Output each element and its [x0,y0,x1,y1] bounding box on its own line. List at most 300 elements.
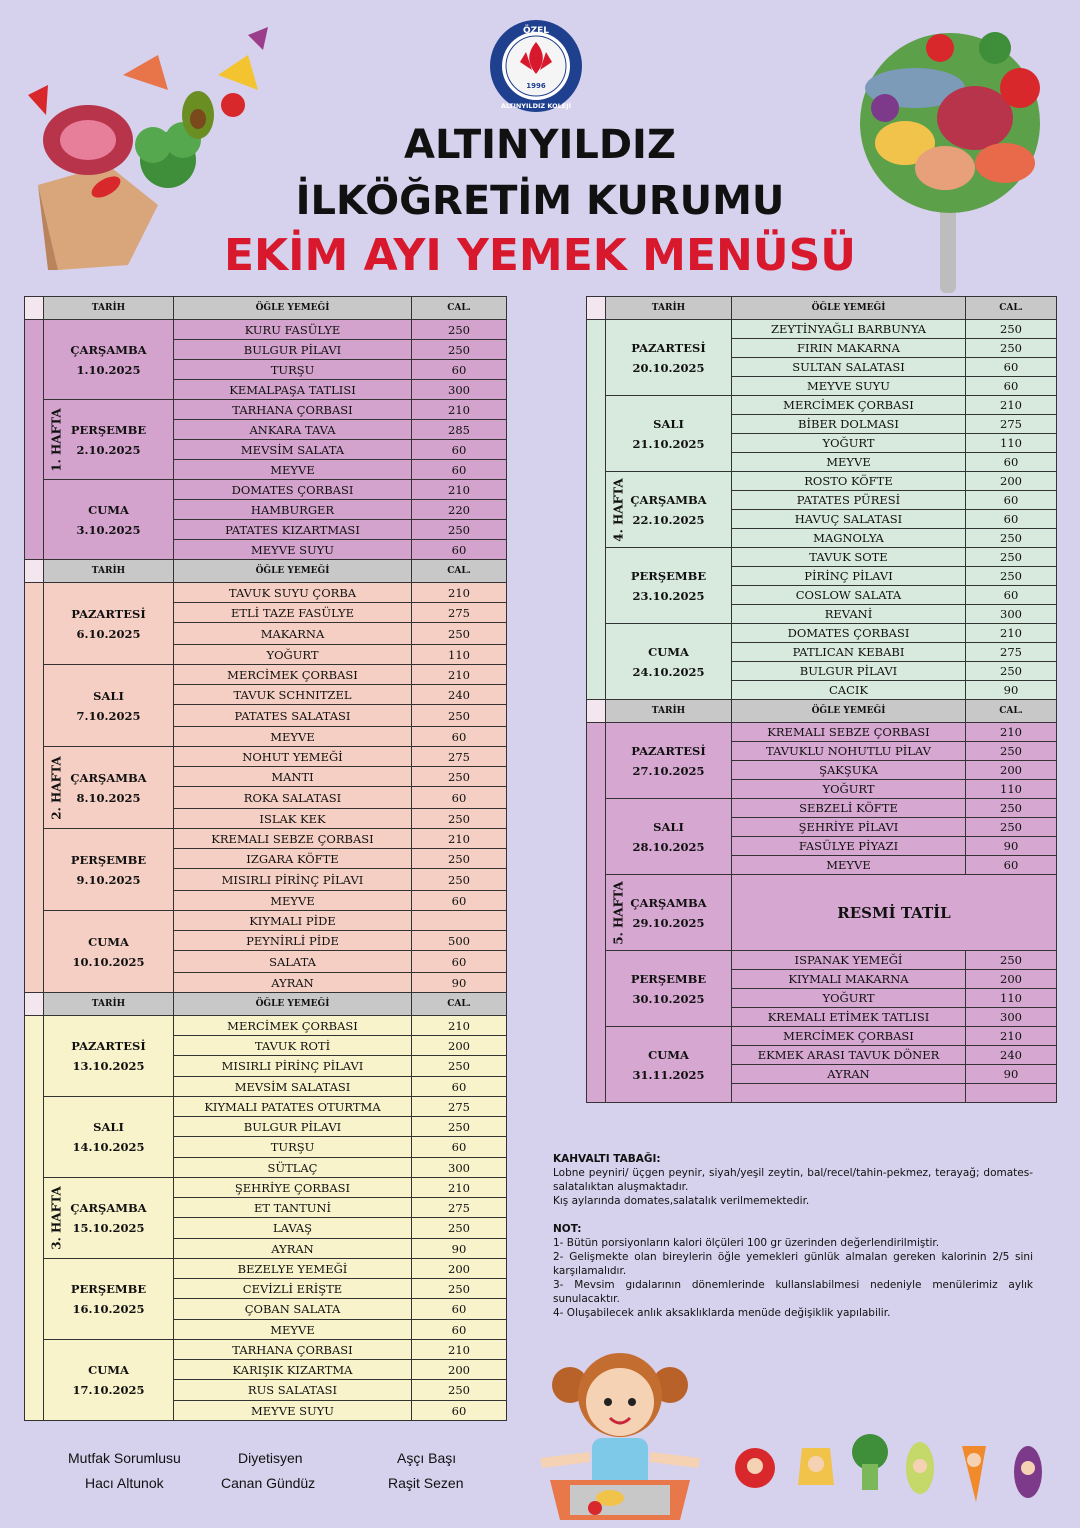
calorie-value: 250 [412,869,507,891]
breakfast-text: Lobne peyniri/ üçgen peynir, siyah/yeşil zeytin, bal/recel/tahin-pekmez, terayağ; domates-salatalıktan aluşmaktadır. [553,1167,1033,1193]
signature-name-chef: Raşit Sezen [388,1475,464,1491]
calorie-value: 60 [966,510,1057,529]
day-date: 31.11.2025 [632,1067,705,1082]
calorie-value: 60 [412,540,507,560]
food-item: MEVSİM SALATA [174,440,412,460]
week-label [25,320,64,560]
calorie-value: 210 [412,1340,507,1360]
calorie-value: 200 [412,1036,507,1056]
calorie-value: 60 [412,1401,507,1421]
calorie-value: 90 [412,1239,507,1259]
food-item: MISIRLI PİRİNÇ PİLAVI [174,869,412,891]
food-item: CACIK [732,681,966,700]
week-label-text: 3. HAFTA [49,1186,64,1250]
header-date: TARİH [606,297,732,320]
calorie-value: 90 [412,973,507,993]
breakfast-text-2: Kış aylarında domates,salatalık verilmemektedir. [553,1195,810,1207]
day-cell [606,624,732,700]
food-item: KARIŞIK KIZARTMA [174,1360,412,1380]
day-name: ÇARŞAMBA [630,895,707,910]
food-item: KIYMALI PİDE [174,911,412,931]
calorie-value: 60 [412,787,507,809]
week-label [25,1016,64,1421]
food-item: TURŞU [174,360,412,380]
food-item: MISIRLI PİRİNÇ PİLAVI [174,1056,412,1077]
table-row [587,396,1057,415]
girl-tray-illustration [530,1340,710,1525]
food-item: MEYVE SUYU [174,1401,412,1421]
right-menu-table [586,296,1057,1103]
table-row [25,1259,507,1279]
food-item: KEMALPAŞA TATLISI [174,380,412,400]
header-row [587,700,1057,723]
signature-name-dietitian: Canan Gündüz [221,1475,316,1491]
table-row [587,320,1057,339]
day-date: 27.10.2025 [632,763,705,778]
day-date: 17.10.2025 [72,1383,145,1397]
calorie-value: 210 [966,396,1057,415]
food-item: YOĞURT [732,989,966,1008]
food-item: ANKARA TAVA [174,420,412,440]
day-date: 22.10.2025 [632,512,705,527]
food-item: EKMEK ARASI TAVUK DÖNER [732,1046,966,1065]
note-title: NOT: [553,1223,582,1235]
food-item: PATLICAN KEBABI [732,643,966,662]
left-menu-table [24,296,507,1421]
note-3: 3- Mevsim gıdalarının dönemlerinde kullanslabilmesi nedeniyle menülerimiz aylık sunulacaktır. [553,1279,1033,1305]
calorie-value: 60 [412,951,507,973]
table-row [25,829,507,849]
food-item: MEYVE SUYU [174,540,412,560]
day-name: ÇARŞAMBA [630,492,707,507]
title-line-1: ALTINYILDIZ [404,122,676,168]
calorie-value: 275 [412,603,507,623]
calorie-value: 250 [412,1218,507,1239]
food-item: SALATA [174,951,412,973]
day-date: 28.10.2025 [632,839,705,854]
food-item: ZEYTİNYAĞLI BARBUNYA [732,320,966,339]
food-item: SULTAN SALATASI [732,358,966,377]
calorie-value: 250 [966,818,1057,837]
calorie-value: 250 [412,1117,507,1137]
calorie-value: 250 [966,567,1057,586]
calorie-value: 250 [966,320,1057,339]
food-item: TAVUK ROTİ [174,1036,412,1056]
food-item: MEYVE [732,856,966,875]
food-item: CEVİZLİ ERİŞTE [174,1279,412,1299]
calorie-value: 200 [412,1259,507,1279]
signature-role-chef: Aşçı Başı [397,1450,457,1466]
header-date: TARİH [44,560,174,583]
day-cell [606,396,732,472]
food-bag-illustration [18,15,278,275]
header-date: TARİH [44,297,174,320]
week-label-text: 2. HAFTA [49,755,64,820]
food-item: PATATES PÜRESİ [732,491,966,510]
day-date: 20.10.2025 [632,360,705,375]
food-item: MEVSİM SALATASI [174,1077,412,1097]
food-item: ROSTO KÖFTE [732,472,966,491]
header-date: TARİH [606,700,732,723]
calorie-value: 60 [412,1299,507,1320]
day-date: 13.10.2025 [72,1059,145,1073]
day-name: PERŞEMBE [70,422,147,437]
table-row [25,583,507,603]
food-item: IZGARA KÖFTE [174,849,412,869]
signature-name-kitchen: Hacı Altunok [85,1475,164,1491]
header-row [587,297,1057,320]
header-cal: CAL. [412,993,507,1016]
table-row [25,400,507,420]
header-week-cell [587,297,606,320]
header-cal: CAL. [412,297,507,320]
food-item: TARHANA ÇORBASI [174,1340,412,1360]
calorie-value: 250 [412,1279,507,1299]
calorie-value: 110 [412,645,507,665]
calorie-value: 60 [412,440,507,460]
day-date: 9.10.2025 [76,872,141,887]
table-row [25,320,507,340]
day-name: CUMA [88,502,129,517]
calorie-value: 250 [412,520,507,540]
day-date: 14.10.2025 [72,1140,145,1154]
calorie-value: 200 [966,970,1057,989]
day-date: 24.10.2025 [632,664,705,679]
food-item: AYRAN [174,1239,412,1259]
food-item: ISPANAK YEMEĞİ [732,951,966,970]
table-row [587,951,1057,970]
table-row [587,472,1057,491]
food-item: PİRİNÇ PİLAVI [732,567,966,586]
header-cal: CAL. [966,297,1057,320]
week-label-text: 5. HAFTA [611,880,626,945]
food-item: SEBZELİ KÖFTE [732,799,966,818]
food-item: MEYVE [732,453,966,472]
week-label-text: 1. HAFTA [49,407,64,472]
calorie-value: 250 [412,623,507,645]
week-label-text: 4. HAFTA [611,477,626,542]
calorie-value: 60 [412,360,507,380]
header-lunch: ÖĞLE YEMEĞİ [174,993,412,1016]
food-item: MEYVE [174,727,412,747]
food-item: DOMATES ÇORBASI [174,480,412,500]
food-item: HAMBURGER [174,500,412,520]
food-item: KIYMALI MAKARNA [732,970,966,989]
calorie-value: 250 [966,529,1057,548]
calorie-value: 60 [966,453,1057,472]
breakfast-title: KAHVALTI TABAĞI: [553,1153,661,1165]
day-cell [606,1027,732,1103]
food-item: TAVUK SCHNITZEL [174,685,412,705]
title-line-2: İLKÖĞRETİM KURUMU [295,178,785,224]
holiday-cell: RESMİ TATİL [732,875,1057,951]
day-name: ÇARŞAMBA [70,1201,147,1215]
day-name: PERŞEMBE [630,568,707,583]
food-item: KREMALI ETİMEK TATLISI [732,1008,966,1027]
day-date: 8.10.2025 [76,790,141,805]
calorie-value: 110 [966,434,1057,453]
day-name: PAZARTESİ [631,743,706,758]
food-item: COSLOW SALATA [732,586,966,605]
table-row [587,548,1057,567]
food-item: FASÜLYE PİYAZI [732,837,966,856]
calorie-value: 60 [412,1137,507,1158]
day-cell [44,320,174,400]
table-row [25,1178,507,1198]
food-item: TAVUK SUYU ÇORBA [174,583,412,603]
calorie-value: 250 [412,849,507,869]
food-item: SÜTLAÇ [174,1158,412,1178]
calorie-value: 240 [966,1046,1057,1065]
calorie-value: 250 [966,951,1057,970]
calorie-value: 240 [412,685,507,705]
fork-food-illustration [845,8,1065,293]
calorie-value: 250 [412,320,507,340]
table-row [587,1027,1057,1046]
food-item: FIRIN MAKARNA [732,339,966,358]
calorie-value: 210 [412,665,507,685]
logo-top-text: ÖZEL [522,26,550,36]
food-item: MEYVE [174,460,412,480]
day-date: 3.10.2025 [76,522,141,537]
day-name: SALI [653,416,684,431]
calorie-value: 60 [412,1320,507,1340]
day-date: 7.10.2025 [76,708,141,723]
calorie-value: 210 [412,583,507,603]
food-item: BEZELYE YEMEĞİ [174,1259,412,1279]
food-item: ŞAKŞUKA [732,761,966,780]
day-name: SALI [653,819,684,834]
food-item: ŞEHRİYE ÇORBASI [174,1178,412,1198]
day-name: PAZARTESİ [71,606,146,621]
food-item: TAVUKLU NOHUTLU PİLAV [732,742,966,761]
food-item: MERCİMEK ÇORBASI [174,1016,412,1036]
calorie-value: 200 [966,472,1057,491]
food-item: HAVUÇ SALATASI [732,510,966,529]
note-4: 4- Oluşabilecek anlık aksaklıklarda menüde değişiklik yapılabilir. [553,1307,891,1319]
food-item: KREMALI SEBZE ÇORBASI [174,829,412,849]
calorie-value: 300 [966,605,1057,624]
food-item: MAKARNA [174,623,412,645]
calorie-value: 275 [412,1097,507,1117]
day-cell [44,583,174,665]
food-item: KIYMALI PATATES OTURTMA [174,1097,412,1117]
food-item: AYRAN [174,973,412,993]
day-date: 29.10.2025 [632,915,705,930]
day-date: 15.10.2025 [72,1221,145,1235]
calorie-value: 210 [412,1178,507,1198]
table-row [587,799,1057,818]
notes-section [553,1152,1033,1320]
day-cell [44,1340,174,1421]
day-cell [44,480,174,560]
vegetable-characters-illustration [730,1430,1060,1510]
day-date: 30.10.2025 [632,991,705,1006]
calorie-value: 250 [412,705,507,727]
calorie-value: 275 [412,747,507,767]
calorie-value: 210 [412,829,507,849]
header-date: TARİH [44,993,174,1016]
header-cal: CAL. [966,700,1057,723]
calorie-value: 210 [966,723,1057,742]
food-item: MERCİMEK ÇORBASI [732,396,966,415]
calorie-value: 275 [412,1198,507,1218]
calorie-value [966,1084,1057,1103]
header-lunch: ÖĞLE YEMEĞİ [174,297,412,320]
day-cell [44,1097,174,1178]
day-name: PERŞEMBE [70,852,147,867]
day-date: 1.10.2025 [76,362,141,377]
table-row [25,911,507,931]
day-name: SALI [93,688,124,703]
table-row [25,747,507,767]
calorie-value: 60 [966,358,1057,377]
food-item [732,1084,966,1103]
food-item: ETLİ TAZE FASÜLYE [174,603,412,623]
header-week-cell [25,560,44,583]
food-item: DOMATES ÇORBASI [732,624,966,643]
food-item: BULGUR PİLAVI [732,662,966,681]
week-label [587,723,626,1103]
food-item: RUS SALATASI [174,1380,412,1401]
day-cell [44,1259,174,1340]
food-item: REVANİ [732,605,966,624]
food-item: PATATES SALATASI [174,705,412,727]
table-row [25,1016,507,1036]
day-name: CUMA [648,644,689,659]
calorie-value: 210 [412,400,507,420]
header-row [25,993,507,1016]
header-row [25,560,507,583]
food-item: NOHUT YEMEĞİ [174,747,412,767]
food-item: ŞEHRİYE PİLAVI [732,818,966,837]
day-name: PAZARTESİ [631,340,706,355]
day-name: CUMA [648,1047,689,1062]
calorie-value [412,911,507,931]
day-date: 10.10.2025 [72,954,145,969]
calorie-value: 250 [966,742,1057,761]
calorie-value: 110 [966,989,1057,1008]
header-lunch: ÖĞLE YEMEĞİ [732,700,966,723]
day-name: ÇARŞAMBA [70,342,147,357]
food-item: YOĞURT [174,645,412,665]
header-week-cell [25,993,44,1016]
calorie-value: 60 [412,460,507,480]
calorie-value: 275 [966,415,1057,434]
day-date: 23.10.2025 [632,588,705,603]
calorie-value: 250 [412,1380,507,1401]
logo-year-text: 1996 [526,82,546,90]
day-cell [44,829,174,911]
header-cal: CAL. [412,560,507,583]
table-row [25,1097,507,1117]
calorie-value: 110 [966,780,1057,799]
day-name: SALI [93,1120,124,1134]
week-label [25,583,64,993]
table-row [25,1340,507,1360]
food-item: PEYNİRLİ PİDE [174,931,412,951]
food-item: ÇOBAN SALATA [174,1299,412,1320]
calorie-value: 250 [966,799,1057,818]
day-name: CUMA [88,1363,129,1377]
note-2: 2- Gelişmekte olan bireylerin öğle yemekleri günlük almalan gereken kalorinin 2/5 sini karşılamalıdır. [553,1251,1033,1277]
calorie-value: 250 [966,662,1057,681]
header-lunch: ÖĞLE YEMEĞİ [732,297,966,320]
table-row [25,665,507,685]
calorie-value: 210 [966,624,1057,643]
calorie-value: 300 [412,380,507,400]
signature-role-dietitian: Diyetisyen [238,1450,303,1466]
table-row [587,723,1057,742]
day-name: CUMA [88,934,129,949]
food-item: AYRAN [732,1065,966,1084]
day-name: PAZARTESİ [71,1039,146,1053]
food-item: BİBER DOLMASI [732,415,966,434]
food-item: LAVAŞ [174,1218,412,1239]
day-date: 2.10.2025 [76,442,141,457]
school-logo [488,18,584,114]
calorie-value: 300 [412,1158,507,1178]
food-item: MANTI [174,767,412,787]
header-week-cell [587,700,606,723]
food-item: MEYVE [174,1320,412,1340]
food-item: TARHANA ÇORBASI [174,400,412,420]
day-date: 21.10.2025 [632,436,705,451]
food-item: KREMALI SEBZE ÇORBASI [732,723,966,742]
calorie-value: 250 [966,339,1057,358]
day-cell [44,1016,174,1097]
food-item: MEYVE [174,891,412,911]
calorie-value: 60 [412,1077,507,1097]
day-name: ÇARŞAMBA [70,770,147,785]
calorie-value: 250 [412,340,507,360]
calorie-value: 60 [966,377,1057,396]
header-lunch: ÖĞLE YEMEĞİ [174,560,412,583]
day-name: PERŞEMBE [630,971,707,986]
day-cell [606,951,732,1027]
day-cell [606,548,732,624]
day-cell [606,320,732,396]
calorie-value: 60 [966,586,1057,605]
table-row [25,480,507,500]
day-date: 16.10.2025 [72,1302,145,1316]
week-label [587,320,626,700]
calorie-value: 250 [412,1056,507,1077]
calorie-value: 250 [412,809,507,829]
food-item: TAVUK SOTE [732,548,966,567]
calorie-value: 250 [966,548,1057,567]
calorie-value: 90 [966,1065,1057,1084]
calorie-value: 500 [412,931,507,951]
note-1: 1- Bütün porsiyonların kalori ölçüleri 100 gr üzerinden değerlendirilmiştir. [553,1237,940,1249]
calorie-value: 90 [966,837,1057,856]
day-cell [606,723,732,799]
food-item: ROKA SALATASI [174,787,412,809]
calorie-value: 60 [966,491,1057,510]
calorie-value: 210 [412,480,507,500]
calorie-value: 60 [412,727,507,747]
food-item: MEYVE SUYU [732,377,966,396]
food-item: ISLAK KEK [174,809,412,829]
header-row [25,297,507,320]
food-item: YOĞURT [732,434,966,453]
food-item: BULGUR PİLAVI [174,1117,412,1137]
calorie-value: 210 [966,1027,1057,1046]
calorie-value: 300 [966,1008,1057,1027]
food-item: KURU FASÜLYE [174,320,412,340]
title-line-3: EKİM AYI YEMEK MENÜSÜ [223,230,856,281]
food-item: YOĞURT [732,780,966,799]
